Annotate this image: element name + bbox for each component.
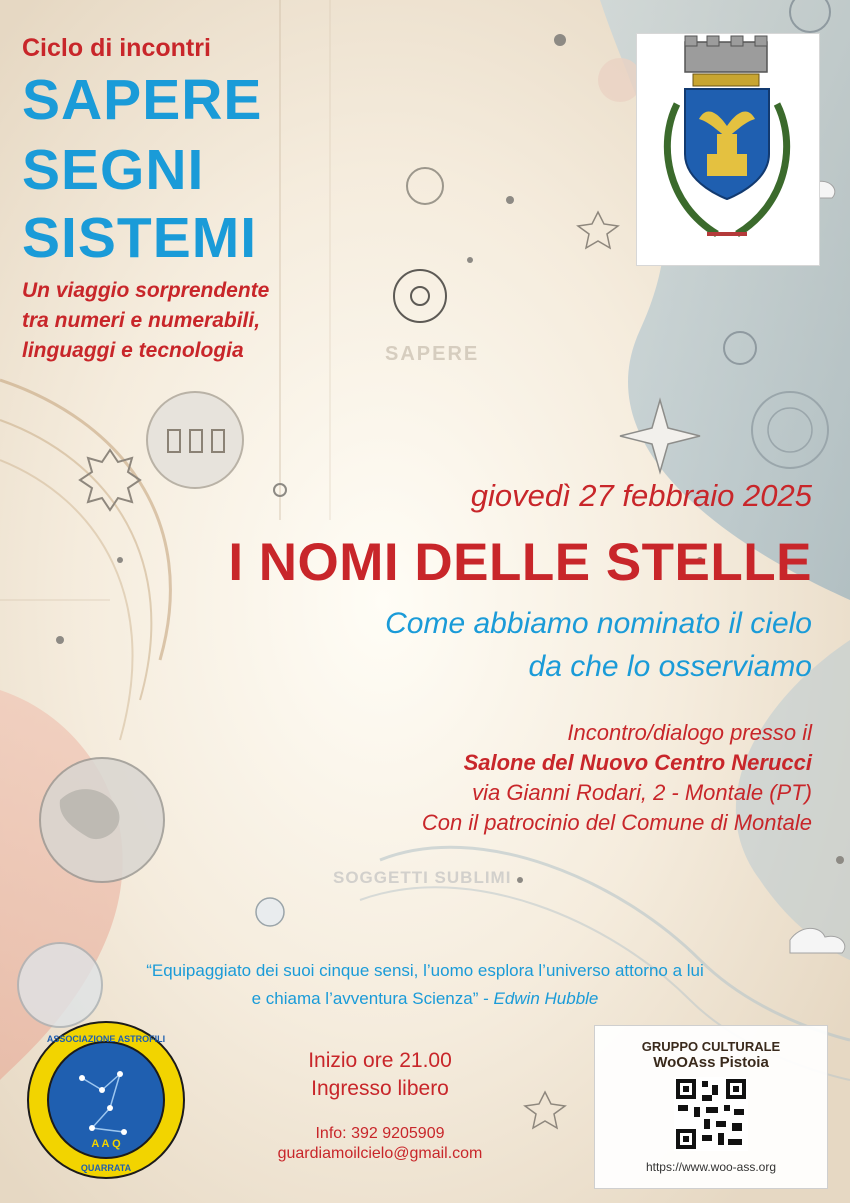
background-word-soggetti: SOGGETTI SUBLIMI [333,868,512,887]
series-title-line-2: SEGNI [22,138,205,202]
logo-ring-text: ASSOCIAZIONE ASTROFILI [46,1034,166,1044]
quote-line-1: “Equipaggiato dei suoi cinque sensi, l’uomo esplora l’universo attorno a lui [146,961,704,980]
entry-info: Ingresso libero [311,1077,449,1100]
quote-line-2 [0,985,850,1013]
group-line-2: WoOAss Pistoia [653,1054,769,1071]
quote-author: Edwin Hubble [493,989,599,1008]
background-word-sapere: SAPERE [385,343,480,365]
start-time: Inizio ore 21.00 [308,1049,452,1072]
venue-address: via Gianni Rodari, 2 - Montale (PT) [472,780,812,805]
quote [0,957,850,1013]
montale-coat-of-arms [636,33,820,266]
venue-name: Salone del Nuovo Centro Nerucci [463,750,812,775]
event-date: giovedì 27 febbraio 2025 [470,478,812,513]
series-subtitle-line-1: Un viaggio sorprendente [22,279,270,302]
contact-phone: Info: 392 9205909 [315,1125,445,1142]
venue-info [422,718,812,838]
venue-intro: Incontro/dialogo presso il [567,720,812,745]
logo-bottom-text: QUARRATA [80,1163,132,1173]
series-subtitle-line-3: linguaggi e tecnologia [22,339,244,362]
event-subtitle-line-2: da che lo osserviamo [528,650,812,683]
venue-patronage: Con il patrocinio del Comune di Montale [421,810,812,835]
series-title-line-1: SAPERE [22,68,263,132]
logo-initials: A A Q [91,1138,121,1150]
group-line-1: GRUPPO CULTURALE [641,1039,781,1054]
series-title-line-3: SISTEMI [22,206,258,270]
quote-line-2-text: e chiama l’avventura Scienza” - [251,989,494,1008]
event-subtitle [385,602,812,688]
association-logo [22,1020,190,1180]
group-url[interactable]: https://www.woo-ass.org [645,1160,777,1174]
series-subtitle [22,276,269,366]
group-box [594,1025,828,1189]
qr-code-icon[interactable] [674,1077,748,1151]
astrofili-logo-icon [22,1020,190,1180]
coat-of-arms-icon [637,34,819,265]
series-subtitle-line-2: tra numeri e numerabili, [22,309,261,332]
event-title: I NOMI DELLE STELLE [228,533,812,592]
event-subtitle-line-1: Come abbiamo nominato il cielo [385,607,812,640]
series-label: Ciclo di incontri [22,34,211,62]
contact-email: guardiamoilcielo@gmail.com [277,1145,483,1162]
